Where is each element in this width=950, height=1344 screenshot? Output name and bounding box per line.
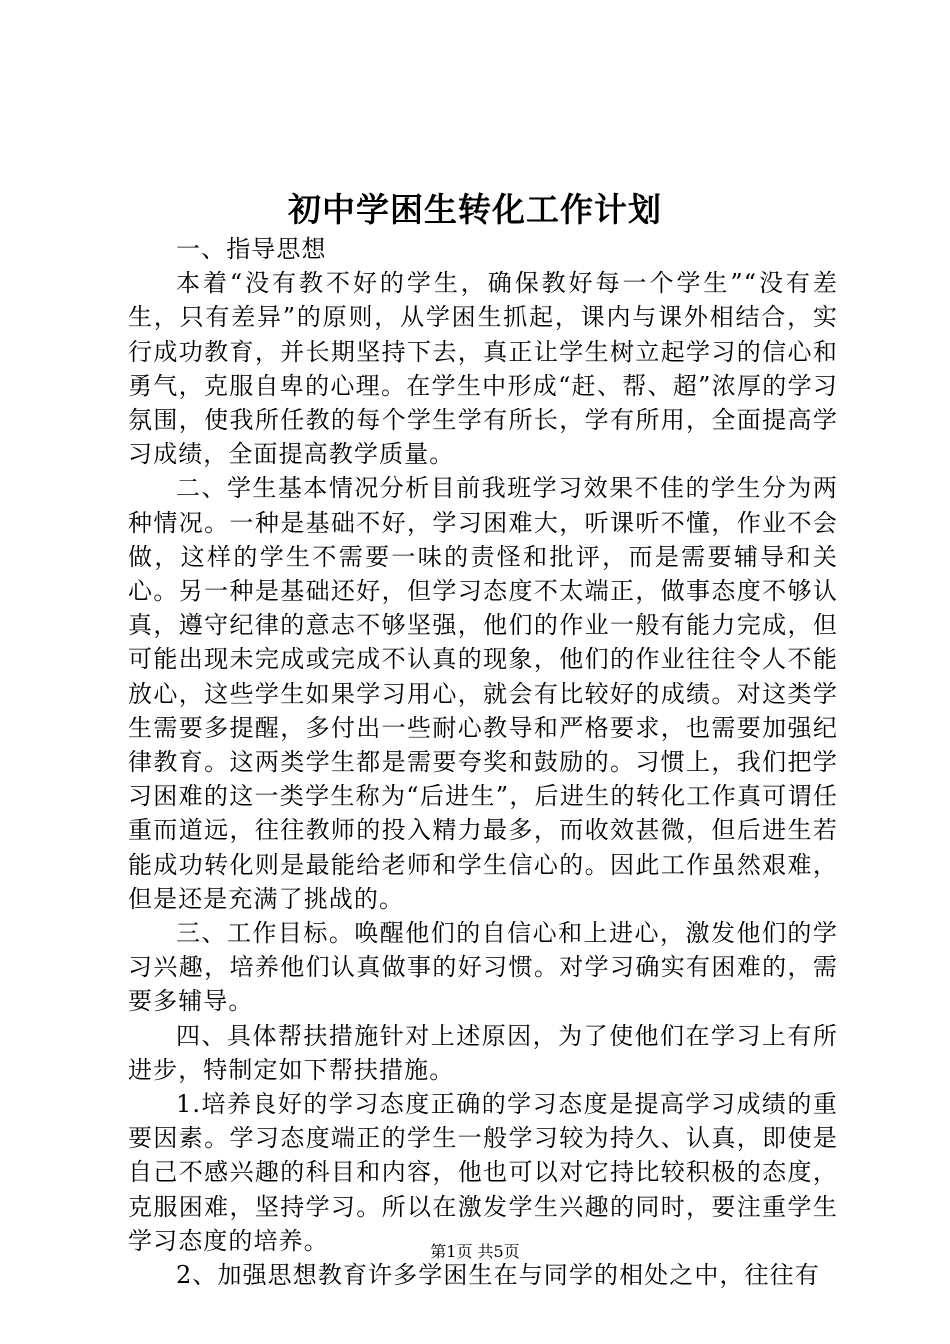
- section-heading-guiding-thought: 一、指导思想: [176, 235, 327, 263]
- page-footer: 第1页 共5页: [430, 1242, 520, 1261]
- document-title: 初中学困生转化工作计划: [288, 190, 662, 229]
- paragraph-measure-2: 2、加强思想教育许多学困生在与同学的相处之中，往往有: [176, 1261, 820, 1290]
- paragraph-work-goals: 三、工作目标。唤醒他们的自信心和上进心，激发他们的学习兴趣，培养他们认真做事的好习惯。对学习确实有困难的，需要多辅导。: [128, 919, 838, 1016]
- paragraph-measure-1: 1.培养良好的学习态度正确的学习态度是提高学习成绩的重要因素。学习态度端正的学生一般学习较为持久、认真，即使是自己不感兴趣的科目和内容，他也可以对它持比较积极的态度，克服困难，坚持学习。所以在激发学生兴趣的同时，要注重学生学习态度的培养。: [128, 1090, 838, 1255]
- paragraph-measures-intro: 四、具体帮扶措施针对上述原因，为了使他们在学习上有所进步，特制定如下帮扶措施。: [128, 1021, 838, 1084]
- paragraph-guiding-thought: 本着“没有教不好的学生，确保教好每一个学生”“没有差生，只有差异”的原则，从学困生抓起，课内与课外相结合，实行成功教育，并长期坚持下去，真正让学生树立起学习的信心和勇气，克服自卑的心理。在学生中形成“赶、帮、超”浓厚的学习氛围，使我所任教的每个学生学有所长，学有所用，全面提高学习成绩，全面提高教学质量。: [128, 269, 838, 469]
- paragraph-student-analysis: 二、学生基本情况分析目前我班学习效果不佳的学生分为两种情况。一种是基础不好，学习困难大，听课听不懂，作业不会做，这样的学生不需要一味的责怪和批评，而是需要辅导和关心。另一种是基础还好，但学习态度不太端正，做事态度不够认真，遵守纪律的意志不够坚强，他们的作业一般有能力完成，但可能出现未完成或完成不认真的现象，他们的作业往往令人不能放心，这些学生如果学习用心，就会有比较好的成绩。对这类学生需要多提醒，多付出一些耐心教导和严格要求，也需要加强纪律教育。这两类学生都是需要夸奖和鼓励的。习惯上，我们把学习困难的这一类学生称为“后进生”，后进生的转化工作真可谓任重而道远，往往教师的投入精力最多，而收效甚微，但后进生若能成功转化则是最能给老师和学生信心的。因此工作虽然艰难，但是还是充满了挑战的。: [128, 474, 838, 913]
- document-body: [128, 232, 838, 1292]
